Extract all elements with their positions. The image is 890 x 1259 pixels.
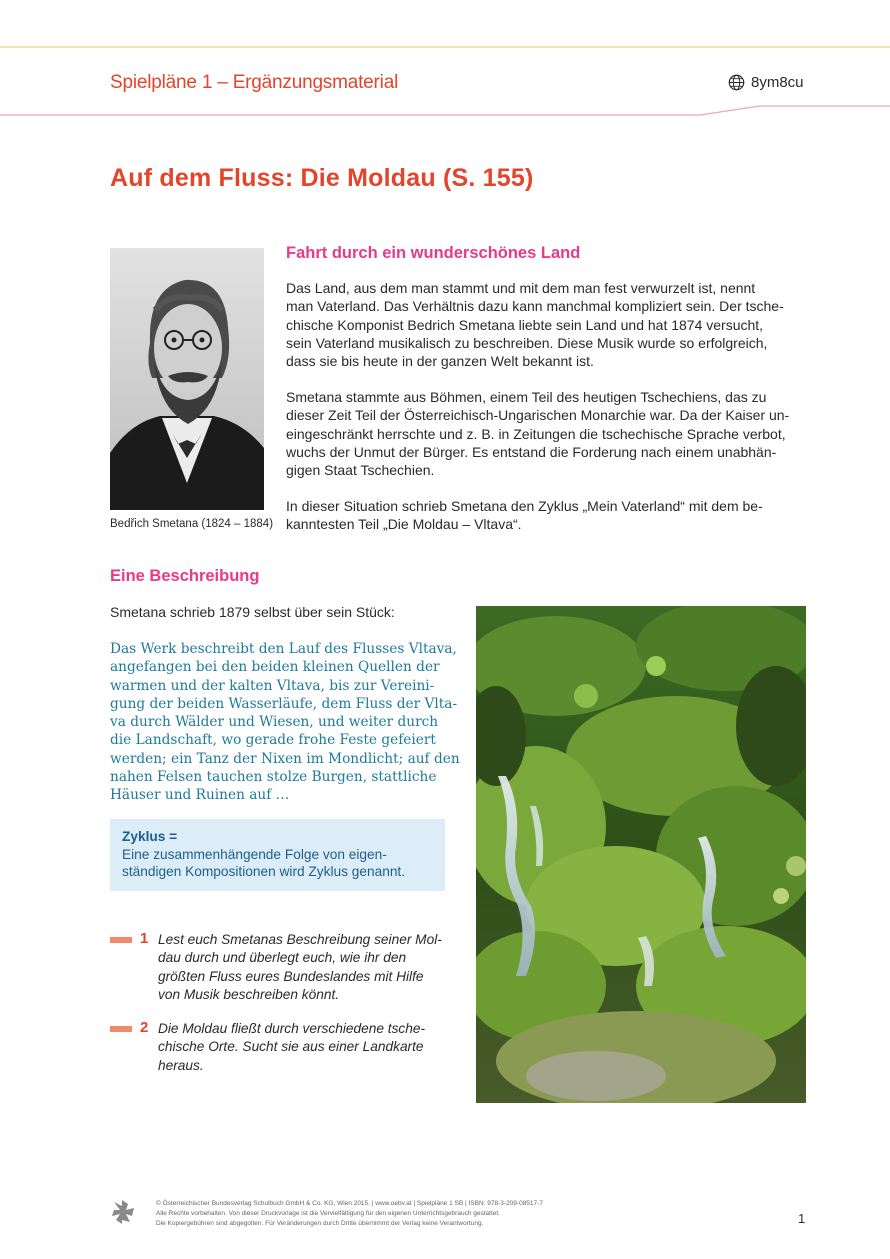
task-number: 1 — [140, 930, 149, 947]
task-line: Lest euch Smetanas Beschreibung seiner Mol- — [158, 932, 442, 947]
top-decor-line — [0, 46, 890, 48]
smetana-quote — [110, 640, 460, 805]
task-line: größten Fluss eures Bundeslandes mit Hilfe — [158, 968, 424, 984]
globe-icon — [728, 74, 745, 91]
text-line: Smetana stammte aus Böhmen, einem Teil des heutigen Tschechiens, das zu — [286, 389, 767, 405]
text-line: man Vaterland. Das Verhältnis dazu kann manchmal kompliziert sein. Der tsche- — [286, 298, 784, 315]
quote-line: nahen Felsen tauchen stolze Burgen, stattliche — [110, 769, 437, 786]
heading-fahrt: Fahrt durch ein wunderschönes Land — [286, 244, 581, 262]
text-line: chische Komponist Bedrich Smetana liebte sein Land und hat 1874 versucht, — [286, 316, 764, 333]
footer-line: © Österreichischer Bundesverlag Schulbuch GmbH & Co. KG, Wien 2015. | www.oebv.at | Spielpläne 1 SB | ISBN: 978-3-209-08517-7 — [156, 1200, 543, 1207]
definition-line: ständigen Kompositionen wird Zyklus genannt. — [122, 864, 406, 879]
definition-line: Eine zusammenhängende Folge von eigen- — [122, 846, 387, 862]
paragraph-vaterland — [286, 279, 806, 370]
page-title: Auf dem Fluss: Die Moldau (S. 155) — [110, 164, 534, 192]
paragraph-boehmen — [286, 388, 806, 479]
footer-line: Alle Rechte vorbehalten. Von dieser Druckvorlage ist die Vervielfältigung für den eigenen Unterrichtsgebrauch gestattet. — [156, 1210, 500, 1217]
task-line: von Musik beschreiben könnt. — [158, 986, 340, 1002]
online-code[interactable] — [728, 74, 804, 91]
paragraph-zyklus — [286, 497, 806, 534]
task-line: chische Orte. Sucht sie aus einer Landkarte — [158, 1039, 424, 1055]
publisher-logo — [110, 1198, 138, 1226]
text-line: kanntesten Teil „Die Moldau – Vltava“. — [286, 516, 522, 533]
quote-line: die Landschaft, wo gerade frohe Feste gefeiert — [110, 732, 436, 749]
text-line: gigen Staat Tschechien. — [286, 462, 435, 479]
stream-photo — [476, 606, 806, 1103]
text-line: wuchs der Unmut der Bürger. Es entstand die Forderung nach einem unabhän- — [286, 443, 777, 460]
task-text — [158, 1020, 425, 1075]
task-line: heraus. — [158, 1057, 204, 1073]
task-marker — [110, 1026, 132, 1032]
zyklus-definition-box — [110, 819, 445, 891]
quote-line: warmen und der kalten Vltava, bis zur Vereini- — [110, 677, 435, 694]
text-line: sein Vaterland musikalisch zu beschreiben. Diese Musik wurde so erfolgreich, — [286, 334, 768, 351]
text-line: eingeschränkt herrschte und z. B. in Zeitungen die tschechische Sprache verbot, — [286, 425, 786, 442]
online-code-text: 8ym8cu — [751, 74, 804, 91]
page-number: 1 — [798, 1211, 806, 1226]
header-divider — [0, 103, 890, 119]
text-line: Das Land, aus dem man stammt und mit dem man fest verwurzelt ist, nennt — [286, 280, 756, 296]
quote-line: angefangen bei den beiden kleinen Quellen der — [110, 659, 440, 676]
quote-line: werden; ein Tanz der Nixen im Mondlicht; auf den — [110, 750, 460, 767]
portrait-caption: Bedřich Smetana (1824 – 1884) — [110, 518, 274, 530]
text-line: In dieser Situation schrieb Smetana den Zyklus „Mein Vaterland“ mit dem be- — [286, 498, 763, 514]
text-line: dieser Zeit Teil der Österreichisch-Ungarischen Monarchie war. Da der Kaiser un- — [286, 407, 790, 424]
quote-line: Das Werk beschreibt den Lauf des Flusses Vltava, — [110, 641, 457, 657]
task-line: dau durch und überlegt euch, wie ihr den — [158, 950, 407, 966]
footer-line: Die Kopiergebühren sind abgegolten. Für Veränderungen durch Dritte übernimmt der Verlag keine Verantwortung. — [156, 1220, 484, 1227]
task-text — [158, 931, 442, 1004]
quote-line: Häuser und Ruinen auf … — [110, 787, 290, 804]
task-marker — [110, 937, 132, 943]
intro-text: Smetana schrieb 1879 selbst über sein Stück: — [110, 604, 395, 620]
task-number: 2 — [140, 1019, 149, 1036]
smetana-portrait — [110, 248, 264, 510]
header-title: Spielpläne 1 – Ergänzungsmaterial — [110, 72, 399, 93]
footer-copyright — [156, 1199, 543, 1229]
heading-beschreibung: Eine Beschreibung — [110, 567, 260, 585]
text-line: dass sie bis heute in der ganzen Welt bekannt ist. — [286, 353, 594, 370]
zyklus-term: Zyklus = — [122, 829, 178, 844]
quote-line: gung der beiden Wasserläufe, dem Fluss der Vlta- — [110, 695, 458, 712]
task-line: Die Moldau fließt durch verschiedene tsche- — [158, 1021, 426, 1036]
quote-line: va durch Wälder und Wiesen, und weiter durch — [110, 714, 439, 731]
